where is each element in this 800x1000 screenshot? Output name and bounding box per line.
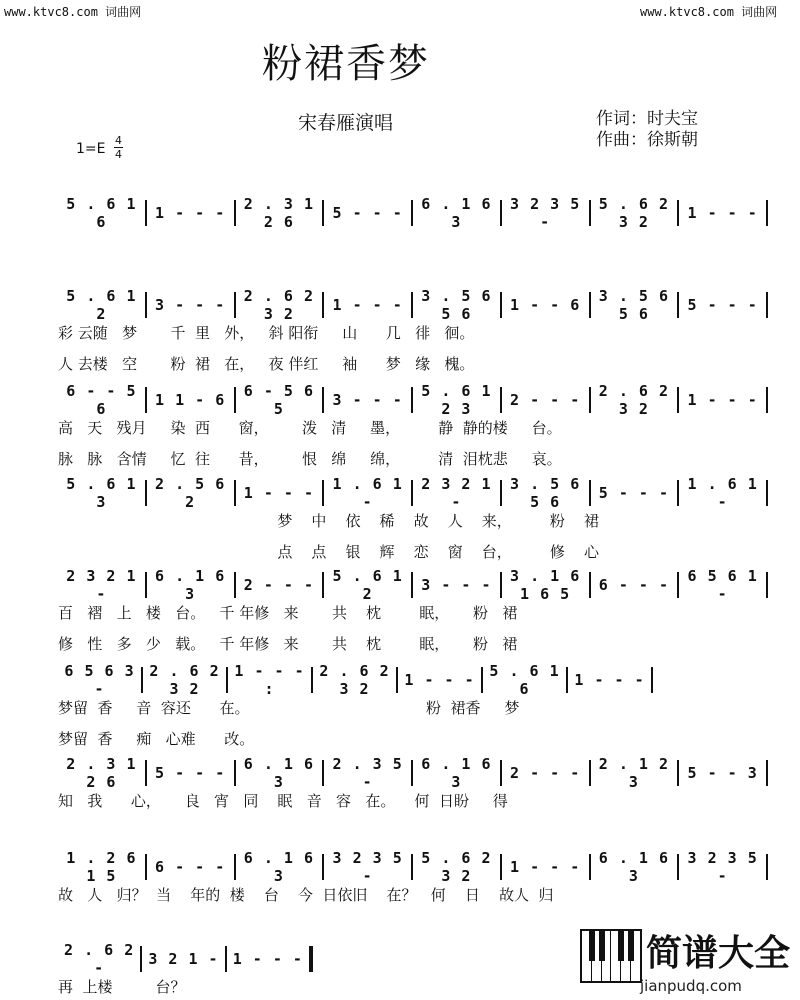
measure: 5 . 6 1 3 (66, 475, 137, 511)
score-row (58, 195, 768, 231)
measure: 3 - - - (155, 296, 226, 314)
barline (766, 572, 768, 598)
measure: 5 . 6 1 6 (66, 195, 137, 231)
measure: 1 - - 6 (510, 296, 581, 314)
composer-credit: 作曲：徐斯朝 (596, 130, 698, 150)
measure: 1 . 6 1 - (687, 475, 758, 511)
logo-brand: 简谱大全 (646, 933, 791, 974)
measure: 6 - - - (598, 576, 669, 594)
lyric-line: 点 点 银 辉 恋 窗 台， 修 心 (58, 543, 599, 561)
measure: 2 . 5 6 2 (155, 475, 226, 511)
measure: 1 - - - (510, 858, 581, 876)
measure: 5 - - 3 (687, 764, 758, 782)
meter-top: 4 (115, 134, 122, 147)
lyric-line: 故 人 归？ 当 年的 楼 台 今 日依旧 在？ 何 日 故人 归 (58, 886, 554, 904)
measure: 2 - - - (243, 576, 314, 594)
lyric-line: 高 天 残月 染 西 窗， 泼 清 墨， 静 静的楼 台。 (58, 419, 562, 437)
measure: 3 2 3 5 - (332, 849, 403, 885)
measure: 5 . 6 1 6 (489, 662, 560, 698)
measure: 3 - - - (421, 576, 492, 594)
measure: 6 - 5 6 5 (243, 382, 314, 418)
measure: 2 - - - (510, 764, 581, 782)
measure: 5 . 6 2 3 2 (421, 849, 492, 885)
barline (766, 200, 768, 226)
measure: 5 . 6 2 3 2 (598, 195, 669, 231)
measure: 1 1 - 6 (155, 391, 226, 409)
measure: 6 . 1 6 3 (598, 849, 669, 885)
measure: 1 - - - (404, 671, 475, 689)
measure: 2 . 6 2 3 2 (149, 662, 220, 698)
lyric-line: 知 我 心， 良 宵 同 眠 音 容 在。 何 日盼 得 (58, 792, 508, 810)
measure: 2 - - - (510, 391, 581, 409)
barline (651, 667, 653, 693)
site-watermark-left: www.ktvc8.com 词曲网 (4, 5, 142, 19)
measure: 6 . 1 6 3 (421, 755, 492, 791)
measure: 2 . 3 1 2 6 (66, 755, 137, 791)
measure: 1 - - - (687, 204, 758, 222)
score-row (58, 567, 768, 603)
song-title: 粉裙香梦 (262, 41, 430, 87)
measure: 6 5 6 1 - (687, 567, 758, 603)
measure: 1 - - - (687, 391, 758, 409)
measure: 2 . 3 5 - (332, 755, 403, 791)
measure: 1 - - - : (234, 662, 305, 698)
score-row (58, 662, 653, 698)
barline (766, 854, 768, 880)
measure: 2 . 6 2 3 2 (243, 287, 314, 323)
key-signature: 1=E (76, 141, 106, 157)
score-row (58, 382, 768, 418)
score-row (58, 941, 313, 977)
score-row (58, 755, 768, 791)
measure: 2 . 6 2 3 2 (598, 382, 669, 418)
measure: 1 - - - (232, 950, 303, 968)
barline (766, 480, 768, 506)
lyric-line: 梦留 香 痴 心难 改。 (58, 730, 255, 748)
measure: 5 - - - (155, 764, 226, 782)
measure: 1 - - - (332, 296, 403, 314)
score-row (58, 849, 768, 885)
measure: 1 - - - (243, 484, 314, 502)
measure: 6 5 6 3 - (64, 662, 135, 698)
measure: 3 2 3 5 - (687, 849, 758, 885)
measure: 5 - - - (332, 204, 403, 222)
measure: 6 . 1 6 3 (421, 195, 492, 231)
measure: 6 - - 5 6 (66, 382, 137, 418)
lyric-line: 彩 云随 梦 千 里 外， 斜 阳衔 山 几 徘 徊。 (58, 324, 475, 342)
measure: 5 . 6 1 2 3 (421, 382, 492, 418)
score-row (58, 287, 768, 323)
measure: 5 - - - (598, 484, 669, 502)
barline (766, 292, 768, 318)
measure: 3 . 5 6 5 6 (510, 475, 581, 511)
barline (766, 760, 768, 786)
lyric-line: 梦 中 依 稀 故 人 来， 粉 裙 (58, 512, 599, 530)
meter-bottom: 4 (115, 148, 122, 161)
measure: 2 . 1 2 3 (598, 755, 669, 791)
measure: 2 3 2 1 - (421, 475, 492, 511)
score-row (58, 475, 768, 511)
site-watermark-right: www.ktvc8.com 词曲网 (640, 5, 778, 19)
time-signature (114, 134, 123, 161)
measure: 2 3 2 1 - (66, 567, 137, 603)
logo-url: jianpudq.com (640, 977, 742, 995)
measure: 1 . 6 1 - (332, 475, 403, 511)
measure: 2 . 3 1 2 6 (243, 195, 314, 231)
measure: 3 . 5 6 5 6 (421, 287, 492, 323)
jianpu-logo (580, 925, 792, 995)
lyric-line: 人 去楼 空 粉 裙 在， 夜 伴红 袖 梦 缘 槐。 (58, 355, 475, 373)
lyricist-credit: 作词：时夫宝 (596, 109, 698, 129)
piano-keys-icon (580, 929, 642, 983)
measure: 5 - - - (687, 296, 758, 314)
measure: 6 . 1 6 3 (155, 567, 226, 603)
barline (309, 946, 313, 972)
lyric-line: 再 上楼 台？ (58, 978, 186, 996)
measure: 1 - - - (574, 671, 645, 689)
lyric-line: 修 性 多 少 载。 千 年修 来 共 枕 眠， 粉 裙 (58, 635, 518, 653)
measure: 3 2 1 - (148, 950, 219, 968)
lyric-line: 梦留 香 音 容还 在。 粉 裙香 梦 (58, 699, 520, 717)
measure: 6 . 1 6 3 (243, 755, 314, 791)
measure: 3 . 5 6 5 6 (598, 287, 669, 323)
measure: 2 . 6 2 - (64, 941, 135, 977)
measure: 3 - - - (332, 391, 403, 409)
measure: 1 - - - (155, 204, 226, 222)
measure: 1 . 2 6 1 5 (66, 849, 137, 885)
measure: 5 . 6 1 2 (66, 287, 137, 323)
singer-credit: 宋春雁演唱 (298, 112, 394, 134)
lyric-line: 脉 脉 含情 忆 往 昔， 恨 绵 绵， 清 泪枕悲 哀。 (58, 450, 562, 468)
lyric-line: 百 褶 上 楼 台。 千 年修 来 共 枕 眠， 粉 裙 (58, 604, 518, 622)
measure: 3 . 1 6 1 6 5 (510, 567, 581, 603)
measure: 6 . 1 6 3 (243, 849, 314, 885)
measure: 3 2 3 5 - (510, 195, 581, 231)
measure: 5 . 6 1 2 (332, 567, 403, 603)
measure: 2 . 6 2 3 2 (319, 662, 390, 698)
barline (766, 387, 768, 413)
measure: 6 - - - (155, 858, 226, 876)
